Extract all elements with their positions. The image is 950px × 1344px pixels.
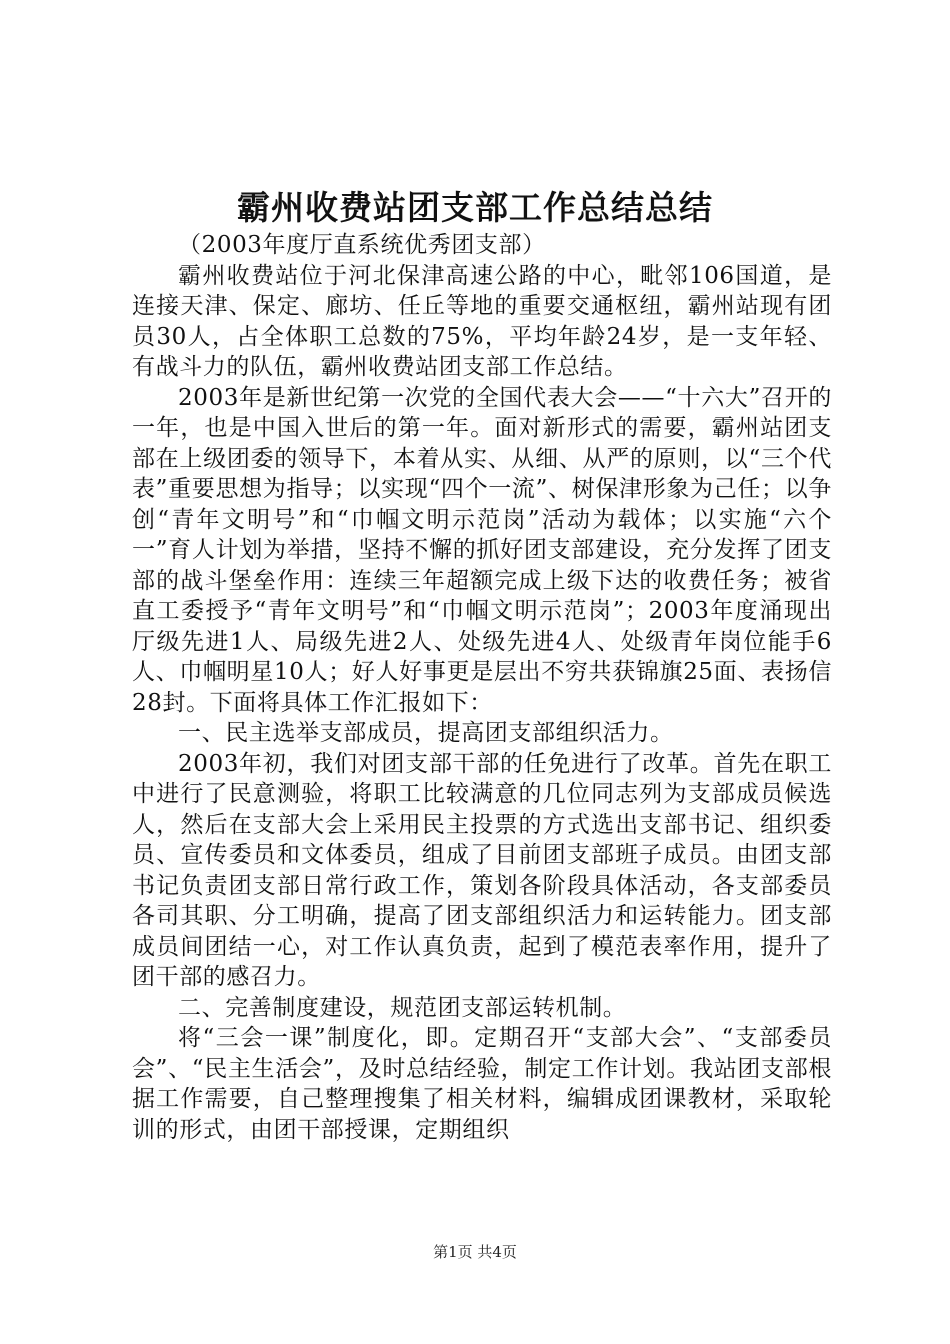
overview-paragraph: 2003年是新世纪第一次党的全国代表大会——“十六大”召开的一年，也是中国入世后的第一年。面对新形式的需要，霸州站团支部在上级团委的领导下，本着从实、从细、从严的原则，以“三个代表”重要思想为指导；以实现“四个一流”、树保津形象为己任；以争创“青年文明号”和“巾帼文明示范岗”活动为载体；以实施“六个一”育人计划为举措，坚持不懈的抓好团支部建设，充分发挥了团支部的战斗堡垒作用：连续三年超额完成上级下达的收费任务；被省直工委授予“青年文明号”和“巾帼文明示范岗”；2003年度涌现出厅级先进1人、局级先进2人、处级先进4人、处级青年岗位能手6人、巾帼明星10人；好人好事更是层出不穷共获锦旗25面、表扬信28封。下面将具体工作汇报如下： [132,384,832,716]
page-footer: 第1页 共4页 [433,1243,517,1261]
document-title: 霸州收费站团支部工作总结总结 [237,188,713,227]
document-body [132,230,832,1145]
section-1-paragraph: 2003年初，我们对团支部干部的任免进行了改革。首先在职工中进行了民意测验，将职工比较满意的几位同志列为支部成员候选人，然后在支部大会上采用民主投票的方式选出支部书记、组织委员、宣传委员和文体委员，组成了目前团支部班子成员。由团支部书记负责团支部日常行政工作，策划各阶段具体活动，各支部委员各司其职、分工明确，提高了团支部组织活力和运转能力。团支部成员间团结一心，对工作认真负责，起到了模范表率作用，提升了团干部的感召力。 [132,750,832,990]
section-heading-2: 二、完善制度建设，规范团支部运转机制。 [178,994,627,1021]
section-heading-1: 一、民主选举支部成员，提高团支部组织活力。 [178,720,674,746]
intro-paragraph: 霸州收费站位于河北保津高速公路的中心，毗邻106国道，是连接天津、保定、廊坊、任丘等地的重要交通枢纽，霸州站现有团员30人，占全体职工总数的75%，平均年龄24岁，是一支年轻、有战斗力的队伍，霸州收费站团支部工作总结。 [132,262,832,380]
subtitle-paragraph: （2003年度厅直系统优秀团支部） [178,232,546,258]
section-2-paragraph: 将“三会一课”制度化，即。定期召开“支部大会”、“支部委员会”、“民主生活会”，及时总结经验，制定工作计划。我站团支部根据工作需要，自己整理搜集了相关材料，编辑成团课教材，采取轮训的形式，由团干部授课，定期组织 [132,1025,832,1143]
